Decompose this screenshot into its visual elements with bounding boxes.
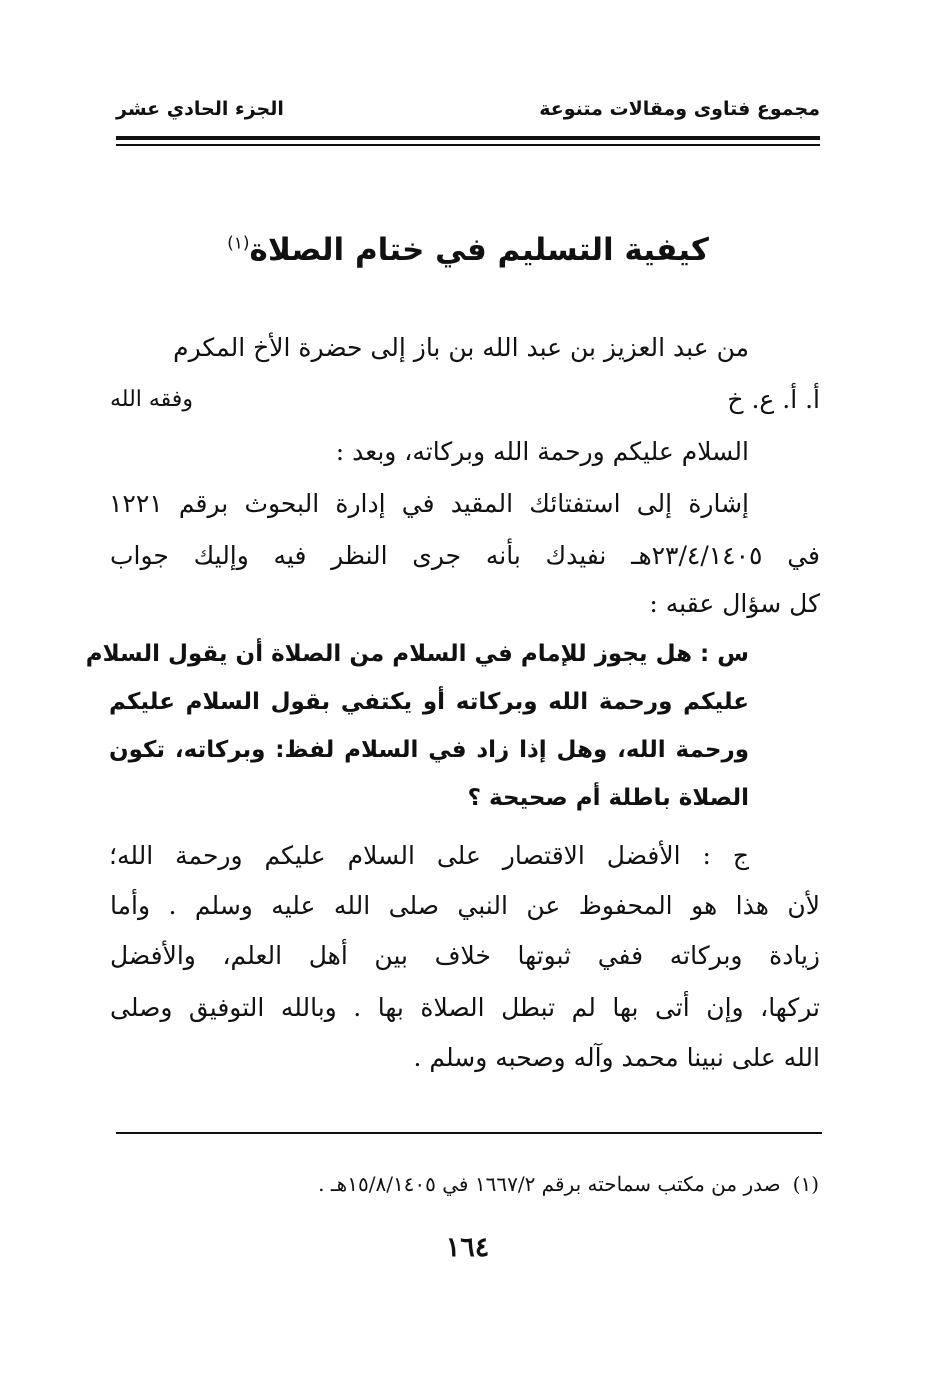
volume-label: الجزء الحادي عشر bbox=[116, 98, 284, 120]
greeting-line: السلام عليكم ورحمة الله وبركاته، وبعد : bbox=[335, 437, 749, 466]
question-line: عليكم ورحمة الله وبركاته أو يكتفي بقول السلام عليكم bbox=[109, 689, 749, 715]
question-line: ورحمة الله، وهل إذا زاد في السلام لفظ: وبركاته، تكون bbox=[109, 737, 749, 763]
answer-line: لأن هذا هو المحفوظ عن النبي صلى الله عليه وسلم . وأما bbox=[110, 891, 820, 920]
question-line: س : هل يجوز للإمام في السلام من الصلاة أن يقول السلام bbox=[85, 641, 749, 667]
intro-line: كل سؤال عقبه : bbox=[649, 589, 820, 618]
intro-line: في ٢٣/٤/١٤٠٥هـ نفيدك بأنه جرى النظر فيه وإليك جواب bbox=[110, 541, 820, 570]
book-title: مجموع فتاوى ومقالات متنوعة bbox=[539, 98, 820, 120]
article-title-text: كيفية التسليم في ختام الصلاة bbox=[249, 232, 709, 268]
answer-line: ج : الأفضل الاقتصار على السلام عليكم ورحمة الله؛ bbox=[109, 841, 749, 870]
intro-line: إشارة إلى استفتائك المقيد في إدارة البحوث برقم ١٢٢١ bbox=[109, 489, 749, 518]
answer-line: زيادة وبركاته ففي ثبوتها خلاف بين أهل العلم، والأفضل bbox=[110, 941, 820, 970]
article-title bbox=[116, 232, 820, 268]
answer-line: تركها، وإن أتى بها لم تبطل الصلاة بها . وبالله التوفيق وصلى bbox=[110, 993, 820, 1022]
addressee-row bbox=[110, 374, 820, 426]
footnote-separator bbox=[116, 1132, 822, 1134]
footnote bbox=[318, 1172, 819, 1196]
title-footnote-marker: (١) bbox=[227, 233, 250, 254]
question-line: الصلاة باطلة أم صحيحة ؟ bbox=[467, 785, 749, 811]
running-header bbox=[116, 96, 820, 128]
answer-line: الله على نبينا محمد وآله وصحبه وسلم . bbox=[413, 1043, 820, 1072]
addressee-wish: وفقه الله bbox=[110, 387, 193, 412]
header-rule-thin bbox=[116, 144, 820, 146]
letter-from-line: من عبد العزيز بن عبد الله بن باز إلى حضرة الأخ المكرم bbox=[173, 333, 749, 362]
addressee-initials: أ. أ. ع. خ bbox=[727, 385, 820, 414]
header-rule-thick bbox=[116, 136, 820, 140]
page-number: ١٦٤ bbox=[445, 1232, 490, 1263]
footnote-text: صدر من مكتب سماحته برقم ١٦٦٧/٢ في ١٥/٨/١٤٠٥هـ . bbox=[318, 1172, 781, 1196]
footnote-marker: (١) bbox=[792, 1172, 819, 1196]
